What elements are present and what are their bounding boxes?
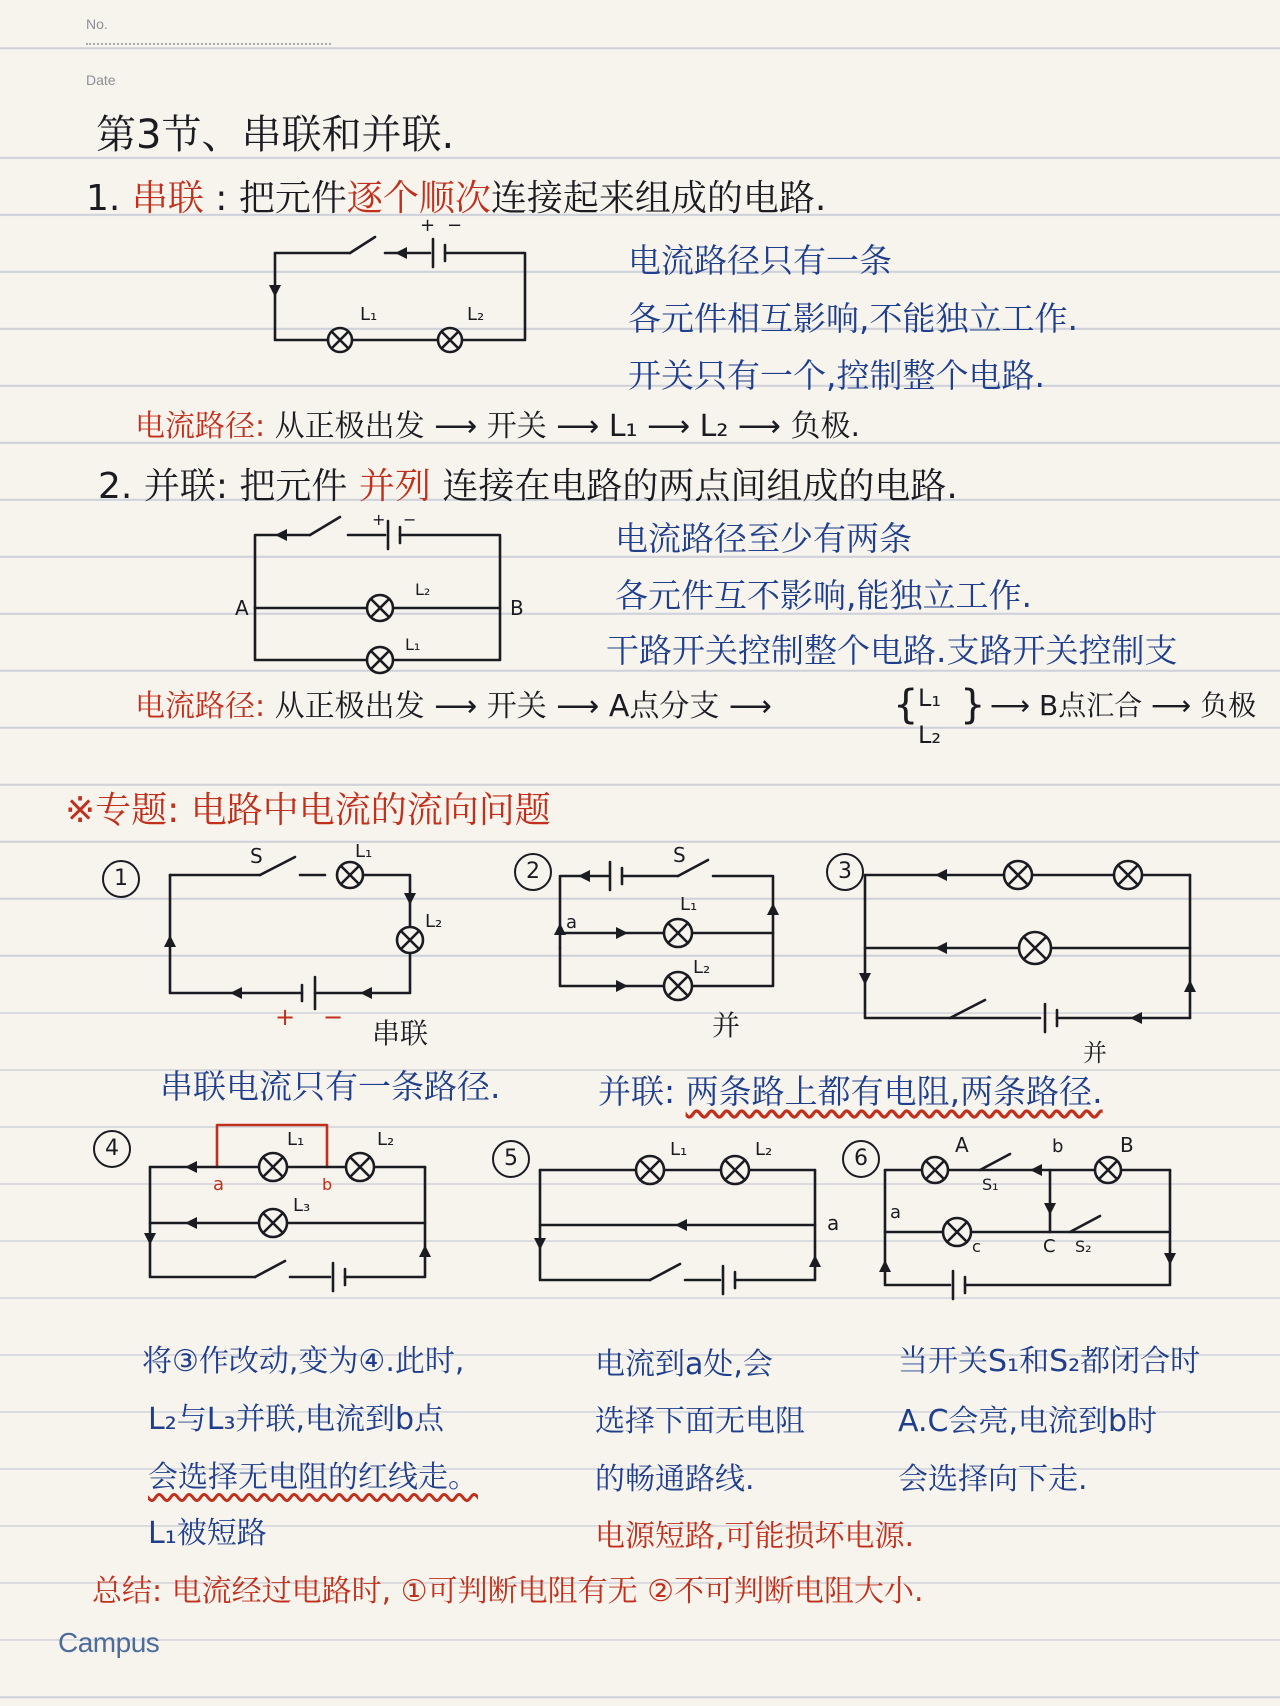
d3-wire-left — [865, 875, 1040, 1018]
d6-C-label: C — [1043, 1236, 1056, 1257]
diagram-3-caption: 并 — [1083, 1039, 1107, 1067]
d1-plus-label: + — [275, 1003, 296, 1031]
series-plus-label: + — [420, 215, 436, 236]
d4-arrow-mid — [185, 1217, 197, 1229]
parallel-def-highlight: 并列 — [358, 466, 431, 507]
d2-s-label: S — [673, 843, 686, 867]
date-label: Date — [86, 72, 116, 88]
series-prop-1: 电流路径只有一条 — [628, 241, 892, 280]
parallel-path-label: 电流路径: — [135, 689, 266, 724]
series-arrow-top — [395, 247, 407, 259]
diagram-5-circuit — [535, 1139, 840, 1300]
series-circuit-diagram — [255, 215, 545, 355]
parallel-a-label: A — [235, 596, 249, 620]
diagram-6-number: 6 — [842, 1140, 880, 1178]
series-term: 串联 — [131, 178, 204, 219]
parallel-path — [135, 690, 772, 725]
topic-heading — [65, 790, 551, 831]
notebook-brand-logo: Campus — [58, 1627, 160, 1658]
d3-arrow-left — [859, 973, 871, 985]
d1-wire-left — [170, 875, 302, 993]
diagram-3-circuit — [860, 860, 1200, 1030]
d6-s2-label: S₂ — [1075, 1237, 1092, 1256]
d1-l2-label: L₂ — [425, 911, 443, 932]
d2-arrow-right — [767, 903, 779, 915]
d6-switch-s1 — [980, 1154, 1010, 1170]
d3-switch — [950, 1000, 985, 1018]
diagram-1-number: 1 — [102, 860, 140, 898]
note-col2-line4: 电源短路,可能损坏电源. — [595, 1519, 915, 1554]
d4-l1-label: L₁ — [287, 1129, 305, 1150]
parallel-caption-text: 两条路上都有电阻,两条路径. — [685, 1072, 1103, 1111]
d5-switch — [650, 1264, 680, 1280]
parallel-circuit-diagram — [230, 510, 540, 675]
d4-arrow-left — [144, 1233, 156, 1245]
series-heading — [86, 178, 826, 219]
d3-arrow-bottom — [1130, 1012, 1142, 1024]
d1-minus-label: − — [323, 1003, 344, 1031]
d6-B-label: B — [1120, 1133, 1134, 1157]
d6-b-label: b — [1052, 1136, 1064, 1157]
d1-switch — [260, 857, 295, 875]
parallel-plus-label: + — [372, 510, 386, 529]
note-col3-line1: 当开关S₁和S₂都闭合时 — [898, 1344, 1201, 1379]
d6-s1-label: S₁ — [982, 1175, 999, 1194]
note-col1-line2: L₂与L₃并联,电流到b点 — [148, 1402, 445, 1437]
parallel-prop-2: 各元件互不影响,能独立工作. — [615, 576, 1032, 615]
parallel-heading — [98, 466, 958, 507]
note-col1-line4: L₁被短路 — [148, 1516, 267, 1551]
d4-l2-label: L₂ — [377, 1129, 395, 1150]
parallel-brace-right: } — [960, 682, 986, 728]
d4-switch — [255, 1261, 285, 1277]
parallel-prop-1: 电流路径至少有两条 — [615, 519, 912, 558]
series-number: 1. — [86, 178, 121, 219]
d2-a-label: a — [566, 912, 578, 933]
d6-arrow-left — [879, 1260, 891, 1272]
parallel-path-b: ⟶ B点汇合 ⟶ 负极 — [990, 689, 1257, 722]
summary-text: 电流经过电路时, ①可判断电阻有无 ②不可判断电阻大小. — [171, 1574, 924, 1609]
note-col1-line3: 会选择无电阻的红线走。 — [148, 1460, 478, 1495]
d1-arrow-right — [404, 893, 416, 905]
diagram-4-circuit — [145, 1115, 435, 1295]
parallel-path-l1: L₁ — [918, 684, 941, 712]
series-minus-label: − — [447, 215, 463, 236]
parallel-def-post: 连接在电路的两点间组成的电路. — [442, 466, 958, 507]
note-col2-line3: 的畅通路线. — [595, 1462, 755, 1497]
parallel-l1-label: L₁ — [405, 635, 421, 654]
d5-l2-label: L₂ — [755, 1139, 773, 1160]
note-col3-line3: 会选择向下走. — [898, 1462, 1088, 1497]
series-path-label: 电流路径: — [135, 409, 266, 444]
summary — [92, 1575, 924, 1610]
d5-arrow-right — [809, 1255, 821, 1267]
parallel-brace-left: { — [893, 682, 919, 728]
d1-arrow-bottom-right — [360, 987, 372, 999]
d4-a-label: a — [213, 1174, 225, 1195]
series-wire-outer — [275, 253, 525, 340]
d1-l1-label: L₁ — [355, 841, 373, 862]
parallel-number: 2. — [98, 466, 133, 507]
d2-arrow-left — [554, 923, 566, 935]
topic-prefix: ※专题: — [65, 790, 180, 831]
parallel-switch — [310, 517, 340, 535]
series-l1-label: L₁ — [360, 304, 378, 325]
diagram-4-number: 4 — [93, 1130, 131, 1168]
no-label: No. — [86, 16, 108, 32]
parallel-wire-top-left — [255, 535, 310, 608]
diagram-3-number: 3 — [826, 853, 864, 891]
series-switch — [350, 237, 375, 253]
d1-s-label: S — [250, 844, 263, 868]
d1-arrow-left — [164, 935, 176, 947]
d4-b-label: b — [322, 1175, 333, 1194]
d6-A-label: A — [955, 1133, 969, 1157]
parallel-path-a: 从正极出发 ⟶ 开关 ⟶ A点分支 ⟶ — [274, 689, 772, 724]
d4-l3-label: L₃ — [293, 1195, 311, 1216]
parallel-arrow-top — [275, 529, 287, 541]
series-path-text: 从正极出发 ⟶ 开关 ⟶ L₁ ⟶ L₂ ⟶ 负极. — [274, 409, 860, 444]
series-def-pre: : 把元件 — [215, 178, 347, 219]
diagram-2-circuit — [548, 843, 788, 1008]
diagram-2-number: 2 — [514, 853, 552, 891]
series-arrow-left — [269, 285, 281, 297]
series-def-highlight: 逐个顺次 — [346, 178, 491, 219]
d2-arrow-mid — [616, 927, 628, 939]
d3-arrow-right — [1184, 980, 1196, 992]
d5-arrow-mid — [675, 1219, 687, 1231]
d4-arrow-right — [419, 1245, 431, 1257]
parallel-def-pre: 把元件 — [239, 466, 348, 507]
page-title: 第3节、串联和并联. — [96, 112, 455, 158]
d2-arrow-top — [578, 870, 590, 882]
d3-arrow-top — [935, 869, 947, 881]
d5-a-label: a — [827, 1211, 840, 1235]
d6-c-label: c — [972, 1237, 981, 1256]
d4-arrow-top — [185, 1161, 197, 1173]
parallel-term: 并联: — [143, 466, 228, 507]
d6-a-label: a — [890, 1202, 902, 1223]
d3-arrow-mid — [935, 942, 947, 954]
series-l2-label: L₂ — [467, 304, 485, 325]
diagram-5-number: 5 — [492, 1140, 530, 1178]
d1-wire-right-bottom — [315, 953, 410, 993]
d2-arrow-bottom — [616, 980, 628, 992]
d1-arrow-bottom — [230, 987, 242, 999]
d2-l1-label: L₁ — [680, 894, 698, 915]
note-col3-line2: A.C会亮,电流到b时 — [898, 1404, 1158, 1439]
d6-switch-s2 — [1070, 1216, 1100, 1232]
d6-arrow-right — [1164, 1253, 1176, 1265]
parallel-caption-prefix: 并联: — [598, 1072, 676, 1111]
d6-arrow-top — [1030, 1164, 1042, 1176]
topic-title: 电路中电流的流向问题 — [190, 790, 551, 831]
series-prop-3: 开关只有一个,控制整个电路. — [628, 356, 1045, 395]
parallel-b-label: B — [510, 596, 524, 620]
series-path — [135, 410, 860, 445]
diagram-1-caption: 串联 — [372, 1017, 429, 1050]
series-caption-note: 串联电流只有一条路径. — [160, 1067, 501, 1106]
parallel-path-l2: L₂ — [918, 721, 941, 749]
parallel-prop-3: 干路开关控制整个电路.支路开关控制支 — [606, 631, 1178, 670]
series-prop-2: 各元件相互影响,不能独立工作. — [628, 299, 1078, 338]
summary-label: 总结: — [92, 1574, 163, 1609]
diagram-1-circuit — [160, 841, 450, 1035]
parallel-caption-note — [598, 1073, 1103, 1111]
note-col2-line2: 选择下面无电阻 — [595, 1404, 805, 1439]
d5-l1-label: L₁ — [670, 1139, 688, 1160]
d2-l2-label: L₂ — [693, 957, 711, 978]
diagram-2-caption: 并 — [712, 1009, 741, 1042]
d6-wire-left — [885, 1170, 950, 1285]
parallel-minus-label: − — [403, 510, 417, 529]
d6-arrow-down — [1044, 1203, 1056, 1215]
parallel-l2-label: L₂ — [415, 580, 431, 599]
note-col2-line1: 电流到a处,会 — [595, 1347, 773, 1382]
no-line — [86, 43, 331, 45]
note-col1-line1: 将③作改动,变为④.此时, — [142, 1344, 465, 1379]
diagram-6-circuit — [880, 1133, 1180, 1305]
series-def-post: 连接起来组成的电路. — [490, 178, 827, 219]
d5-arrow-left — [534, 1238, 546, 1250]
